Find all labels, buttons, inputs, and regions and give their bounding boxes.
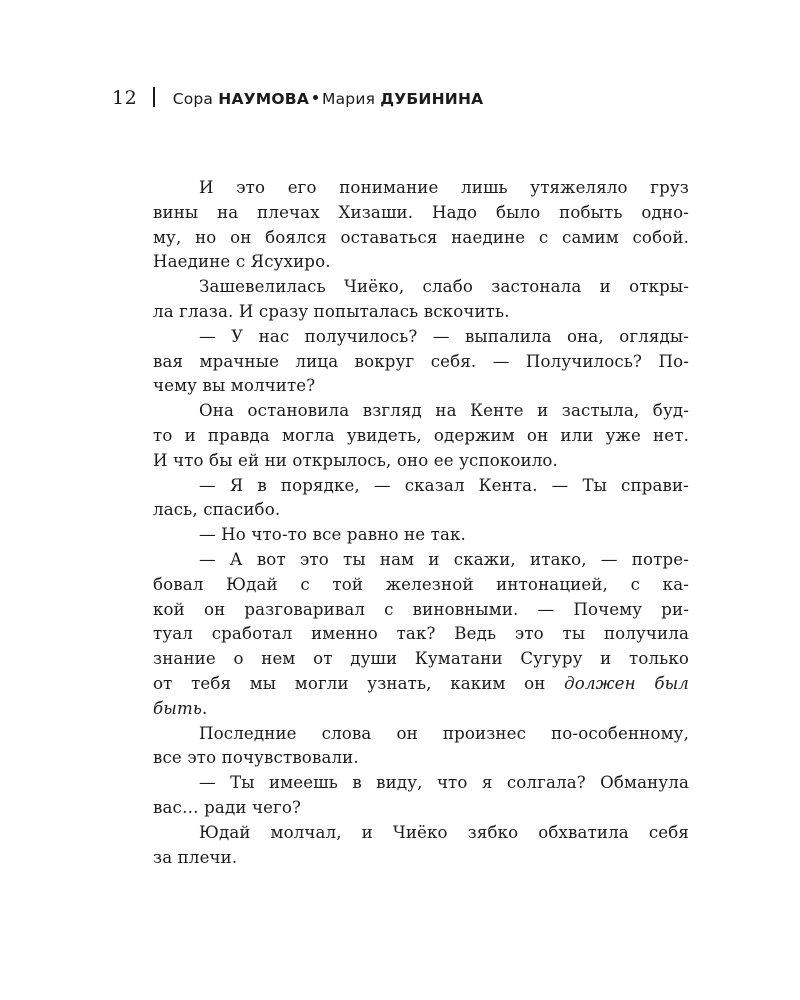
line-text: вая мрачные лица вокруг себя. — Получилось? По- — [153, 351, 689, 371]
authors — [173, 90, 484, 108]
body-text — [153, 176, 689, 870]
line-text: вины на плечах Хизаши. Надо было побыть одно- — [153, 202, 689, 222]
text-line — [153, 796, 689, 821]
italic-text: быть — [153, 698, 203, 718]
text-line — [153, 300, 689, 325]
text-line — [153, 573, 689, 598]
line-text: Последние слова он произнес по-особенному, — [199, 723, 689, 743]
line-text: Юдай молчал, и Чиёко зябко обхватила себя — [199, 822, 689, 842]
author2-first-name: Мария — [322, 90, 376, 108]
text-line — [153, 771, 689, 796]
line-text: ла глаза. И сразу попыталась вскочить. — [153, 301, 510, 321]
text-line — [153, 622, 689, 647]
text-line — [153, 498, 689, 523]
line-text: И что бы ей ни открылось, оно ее успокоило. — [153, 450, 558, 470]
line-text: кой он разговаривал с виновными. — Почему ри- — [153, 599, 689, 619]
text-line — [153, 449, 689, 474]
line-text: — Но что-то все равно не так. — [199, 525, 466, 545]
line-text: знание о нем от души Куматани Сугуру и только — [153, 649, 689, 669]
text-line — [153, 647, 689, 672]
page-number: 12 — [112, 87, 138, 109]
running-head — [112, 84, 483, 110]
line-text: то и правда могла увидеть, одержим он или уже нет. — [153, 425, 689, 445]
line-text: вас… ради чего? — [153, 797, 302, 817]
text-line — [153, 523, 689, 548]
header-separator — [153, 87, 155, 107]
line-text: туал сработал именно так? Ведь это ты получила — [153, 624, 689, 644]
line-text: бовал Юдай с той железной интонацией, с ка- — [153, 574, 689, 594]
text-line — [153, 176, 689, 201]
author1-last-name: НАУМОВА — [218, 90, 310, 108]
line-text: от тебя мы могли узнать, каким он — [153, 673, 546, 693]
text-line — [153, 821, 689, 846]
line-text: — У нас получилось? — выпалила она, огляды- — [199, 326, 689, 346]
line-text: му, но он боялся оставаться наедине с самим собой. — [153, 227, 689, 247]
line-text: — Я в порядке, — сказал Кента. — Ты справи- — [199, 475, 689, 495]
text-line — [153, 746, 689, 771]
line-text: все это почувствовали. — [153, 748, 359, 768]
line-text: Зашевелилась Чиёко, слабо застонала и откры- — [199, 277, 689, 297]
text-line — [153, 201, 689, 226]
text-line — [153, 325, 689, 350]
line-text: чему вы молчите? — [153, 376, 316, 396]
line-text: И это его понимание лишь утяжеляло груз — [199, 178, 689, 197]
text-line — [153, 548, 689, 573]
author1-first-name: Сора — [172, 90, 214, 108]
text-line — [153, 226, 689, 251]
text-line — [153, 350, 689, 375]
text-line — [153, 722, 689, 747]
italic-text: должен был — [564, 673, 689, 693]
text-line — [153, 275, 689, 300]
text-line — [153, 399, 689, 424]
author2-last-name: ДУБИНИНА — [380, 90, 484, 108]
line-text: — А вот это ты нам и скажи, итако, — потре- — [199, 549, 689, 569]
text-line — [153, 474, 689, 499]
author-separator-bullet — [313, 95, 318, 100]
text-line — [153, 846, 689, 871]
text-line — [153, 672, 689, 697]
text-line — [153, 697, 689, 722]
line-text: — Ты имеешь в виду, что я солгала? Обманула — [199, 773, 689, 793]
text-line — [153, 598, 689, 623]
line-text: Наедине с Ясухиро. — [153, 252, 331, 272]
line-text: за плечи. — [153, 847, 238, 867]
line-text: лась, спасибо. — [153, 500, 281, 520]
line-text-after: . — [202, 698, 208, 718]
text-line — [153, 374, 689, 399]
text-line — [153, 424, 689, 449]
line-text: Она остановила взгляд на Кенте и застыла, буд- — [199, 401, 689, 421]
text-line — [153, 250, 689, 275]
